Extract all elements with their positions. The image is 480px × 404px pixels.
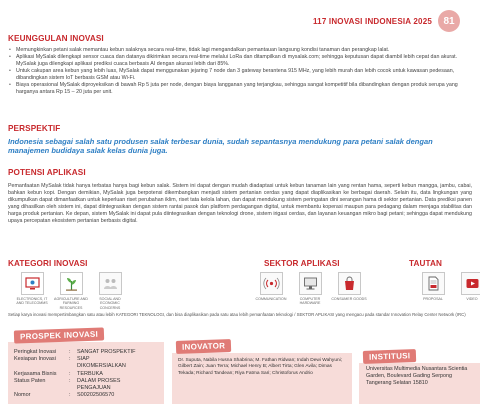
prospek-key: Nomor [14, 392, 31, 399]
sektor-label: COMMUNICATION [255, 297, 287, 301]
keunggulan-bullet: • Untuk cakupan area kebun yang lebih luas, MySalak dapat menggunakan jejaring 7 node dan 3 gateway berantena 915 MHz, yang lebih murah dan lebih cocok untuk kawasan pedesaan, dibandingkan sistem IoT berbasis GSM atau Wi-Fi. [8, 68, 472, 81]
consumer-goods-icon [338, 272, 361, 295]
publication-title: 117 INOVASI INDONESIA 2025 [312, 16, 432, 26]
tautan-item-proposal[interactable] [415, 272, 451, 301]
prospek-value: TERBUKA [77, 370, 103, 377]
tautan-item-video[interactable] [454, 272, 480, 301]
prospek-key: Peringkat Inovasi [14, 349, 57, 355]
potensi-text: Pemanfaatan MySalak tidak hanya terbatas hanya bagi kebun salak. Sistem ini dapat dengan mudah diadaptasi untuk kebun tanaman lain yang rentan hama, seperti kebun mangga, jambu, cabai, bahkan kebun kopi. Dengan demikian, MySalak juga berpotensi dikembangkan menjadi sistem pertanian cerdas yang dapat diaplikasikan ke berbagai daerah. Selain itu, data lingkungan yang dikumpulkan dapat dimanfaatkan untuk keperluan riset perubahan iklim, riset tata kelola lahan, dan dapat mendukung sistem peringatan dini serangan hama di sektor pertanian. Data prediksi panen yang dihasilkan oleh sistem ini, dapat diintegrasikan dengan sistem rantai pasok dan platform perdagangan digital, untuk membantu koperasi maupun para pedagang dalam menjaga stabilitas dan harga produk pertanian. Ke depan, sistem MySalak ini dapat pula diintegrasikan dengan teknologi drone, sistem irigasi cerdas, dan layanan keuangan mikro bagi petani; sehingga dapat mendukung upaya percepatan ekosistem pertanian berbasis digital. [8, 183, 472, 224]
sektor-label: CONSUMER GOODS [331, 297, 367, 301]
prospek-colon: : [69, 356, 71, 363]
prospek-colon: : [69, 370, 71, 377]
prospek-row [14, 356, 139, 370]
agriculture-icon [60, 272, 83, 295]
kategori-item-electronics [14, 272, 50, 310]
kategori-heading: KATEGORI INOVASI [8, 259, 88, 268]
institusi-address: Universitas Multimedia Nusantara Scientia Garden, Boulevard Gading Serpong Tangerang Selatan 15810 [366, 366, 468, 386]
prospek-heading: PROSPEK INOVASI [14, 327, 105, 343]
computer-icon [299, 272, 322, 295]
perspektif-text: Indonesia sebagai salah satu produsen salak terbesar dunia, sudah sepantasnya mendukung para petani salak dengan manajemen budidaya salak kelas dunia juga. [8, 137, 433, 156]
prospek-key: Kesiapan Inovasi [14, 356, 56, 363]
prospek-value: SANGAT PROSPEKTIF [77, 349, 136, 355]
tautan-label: VIDEO [466, 297, 478, 301]
kategori-item-agriculture [53, 272, 89, 310]
sektor-heading: SEKTOR APLIKASI [264, 259, 340, 268]
keunggulan-bullet: • Aplikasi MySalak dilengkapi sensor cuaca dan datanya dikirimkan secara real-time melalui LoRa dan ditampilkan di mysalak.com; sehingga keputusan dapat diambil lebih cepat dan akurat. MySalak juga dilengkapi aplikasi prediksi cuaca berbasis AI dengan akurasi lebih dari 85%. [8, 54, 472, 67]
prospek-row [14, 392, 139, 399]
sektor-item-consumer-goods [331, 272, 367, 306]
kategori-label: SOCIAL AND ECONOMIC CONCERNS [99, 297, 121, 310]
tautan-icons [415, 272, 480, 301]
kategori-label: ELECTRONICS, IT AND TELECOMMS [16, 297, 48, 306]
prospek-row [14, 349, 139, 356]
communication-icon [260, 272, 283, 295]
prospek-table [14, 349, 139, 399]
inovator-heading: INOVATOR [176, 339, 232, 354]
prospek-colon: : [69, 349, 71, 355]
potensi-heading: POTENSI APLIKASI [8, 168, 86, 177]
inovator-names: Dr. Suputa, Nabila Husna Shabrina; M. Fathan Ridwan; Indah Dewi Wahyuni; Gilbert Zain; Juan Terra; Michael Henry B; Albert Tirta; Glen Avila; Dimas Tekada; Richard Tandean; Riya Fatma Sari; Christoforus Andrio [178, 358, 343, 376]
sektor-label: COMPUTER HARDWARE [299, 297, 321, 306]
prospek-key: Status Paten [14, 377, 46, 384]
keunggulan-bullet: • Biaya operasional MySalak diproyeksikan di bawah Rp 5 juta per node, dengan biaya langganan yang terjangkau, sehingga sangat kompetitif bila dibandingkan dengan produk serupa yang harganya antara Rp 15 – 20 juta per unit. [8, 82, 472, 95]
keunggulan-heading: KEUNGGULAN INOVASI [8, 34, 104, 43]
social-icon [99, 272, 122, 295]
prospek-value: S00202506570 [77, 392, 115, 399]
prospek-row [14, 371, 139, 378]
kategori-label: AGRICULTURE AND FARMING RESOURCES [54, 297, 88, 310]
prospek-colon: : [69, 392, 71, 399]
tautan-label: PROPOSAL [423, 297, 443, 301]
prospek-row [14, 378, 139, 392]
keunggulan-bullet: • Memungkinkan petani salak memantau kebun salaknya secara real-time, tidak lagi mengandalkan pemantauan langsung kondisi tanaman dan perangkap lalat. [8, 47, 472, 54]
sektor-item-computer [292, 272, 328, 306]
kategori-icons [14, 272, 131, 310]
institusi-heading: INSTITUSI [363, 349, 417, 364]
video-icon[interactable] [461, 272, 480, 295]
page-header [313, 10, 460, 32]
kategori-item-social [92, 272, 128, 310]
prospek-key: Kerjasama Bisnis [14, 370, 57, 377]
proposal-icon[interactable] [422, 272, 445, 295]
footnote: Setiap karya inovasi mempertimbangkan satu atau lebih KATEGORI TEKNOLOGI, dan bisa diaplikasikan pada satu atau lebih pemanfaatan teknologi / SEKTOR APLIKASI yang mengacu pada standar Innovation Relay Center Network (IRC) [8, 312, 466, 317]
electronics-icon [21, 272, 44, 295]
prospek-value: SIAP DIKOMERSIALKAN [77, 356, 126, 370]
prospek-colon: : [69, 377, 71, 384]
tautan-heading: TAUTAN [409, 259, 443, 268]
sektor-item-communication [253, 272, 289, 306]
prospek-value: DALAM PROSES PENGAJUAN [77, 377, 121, 392]
keunggulan-list [8, 47, 472, 96]
perspektif-heading: PERSPEKTIF [8, 124, 61, 133]
page-number-badge: 81 [438, 10, 460, 32]
sektor-icons [253, 272, 370, 306]
